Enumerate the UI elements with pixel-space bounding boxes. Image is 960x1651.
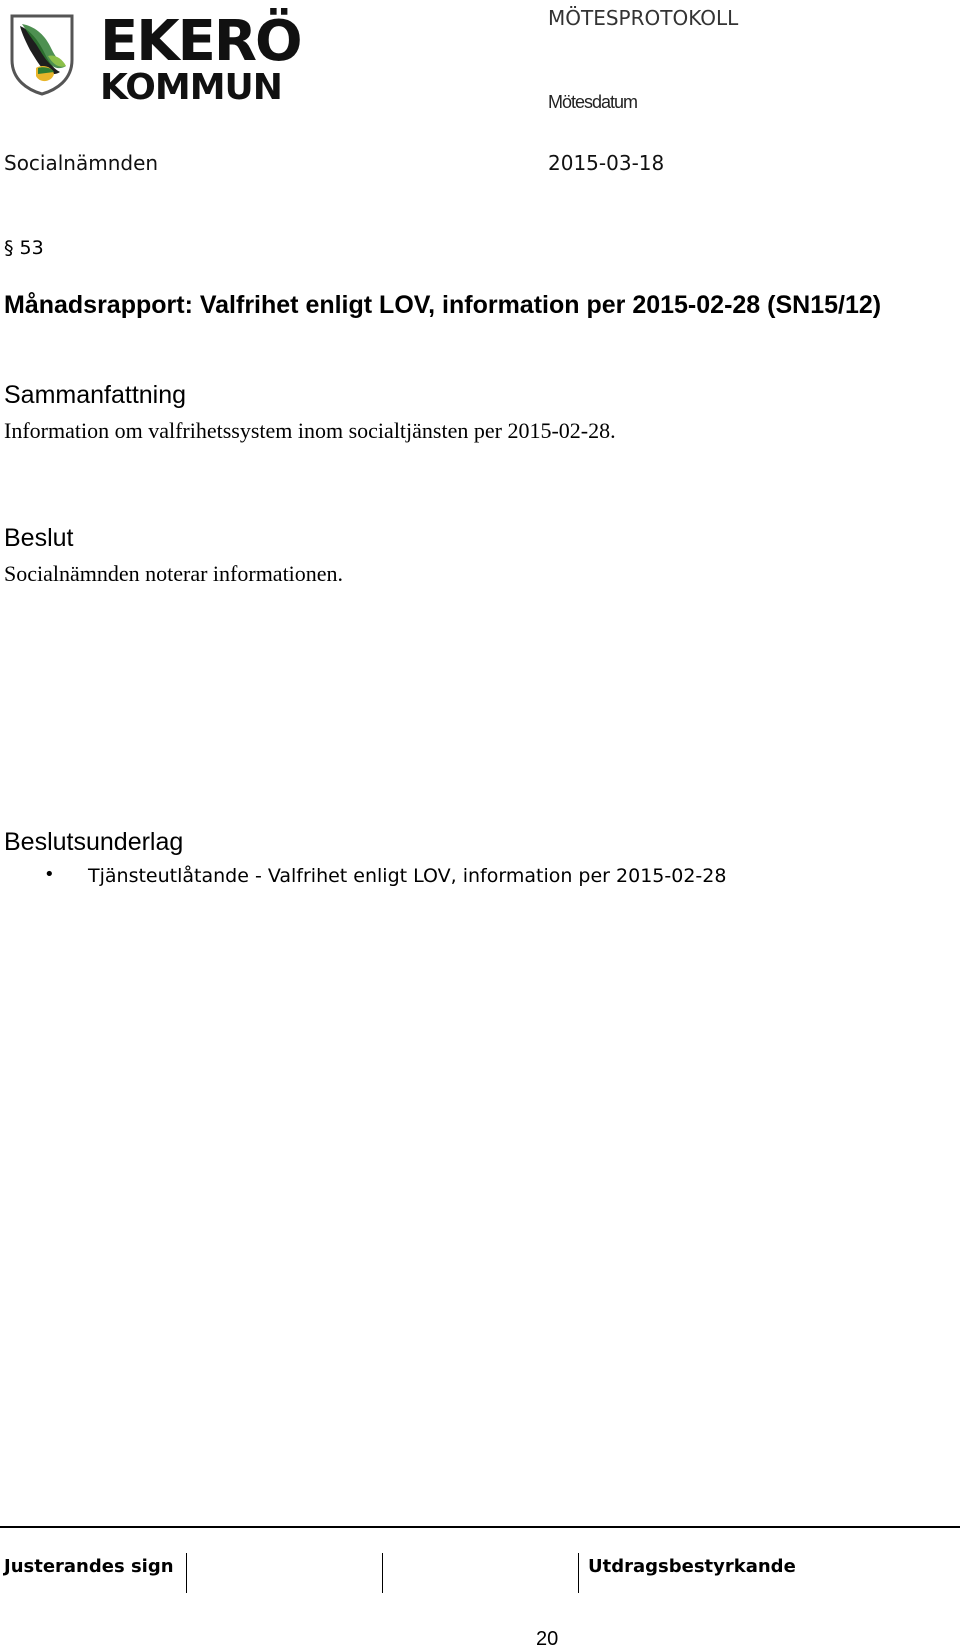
footer-separator	[578, 1553, 579, 1593]
basis-heading: Beslutsunderlag	[4, 828, 184, 856]
footer-separator	[186, 1553, 187, 1593]
certification-label: Utdragsbestyrkande	[588, 1556, 796, 1577]
page-number: 20	[536, 1628, 559, 1650]
signature-label: Justerandes sign	[4, 1556, 174, 1577]
summary-heading: Sammanfattning	[4, 381, 187, 409]
basis-list-item: Tjänsteutlåtande - Valfrihet enligt LOV, information per 2015-02-28	[88, 865, 727, 887]
committee-name: Socialnämnden	[4, 151, 159, 175]
decision-heading: Beslut	[4, 524, 74, 552]
section-title: Månadsrapport: Valfrihet enligt LOV, information per 2015-02-28 (SN15/12)	[4, 291, 882, 319]
bullet-icon: •	[44, 864, 55, 885]
logo-wordmark-kommun: KOMMUN	[100, 67, 282, 108]
logo-wordmark-ekero: EKERÖ	[100, 9, 301, 74]
footer-divider	[0, 1526, 960, 1528]
meeting-date: 2015-03-18	[548, 151, 665, 175]
meeting-date-label: Mötesdatum	[548, 92, 638, 112]
decision-text: Socialnämnden noterar informationen.	[4, 561, 344, 586]
document-type: MÖTESPROTOKOLL	[548, 6, 739, 30]
section-number: § 53	[4, 237, 44, 259]
summary-text: Information om valfrihetssystem inom socialtjänsten per 2015-02-28.	[4, 418, 616, 443]
coat-of-arms-icon	[8, 12, 76, 96]
footer-separator	[382, 1553, 383, 1593]
ekero-kommun-logo	[8, 9, 301, 108]
